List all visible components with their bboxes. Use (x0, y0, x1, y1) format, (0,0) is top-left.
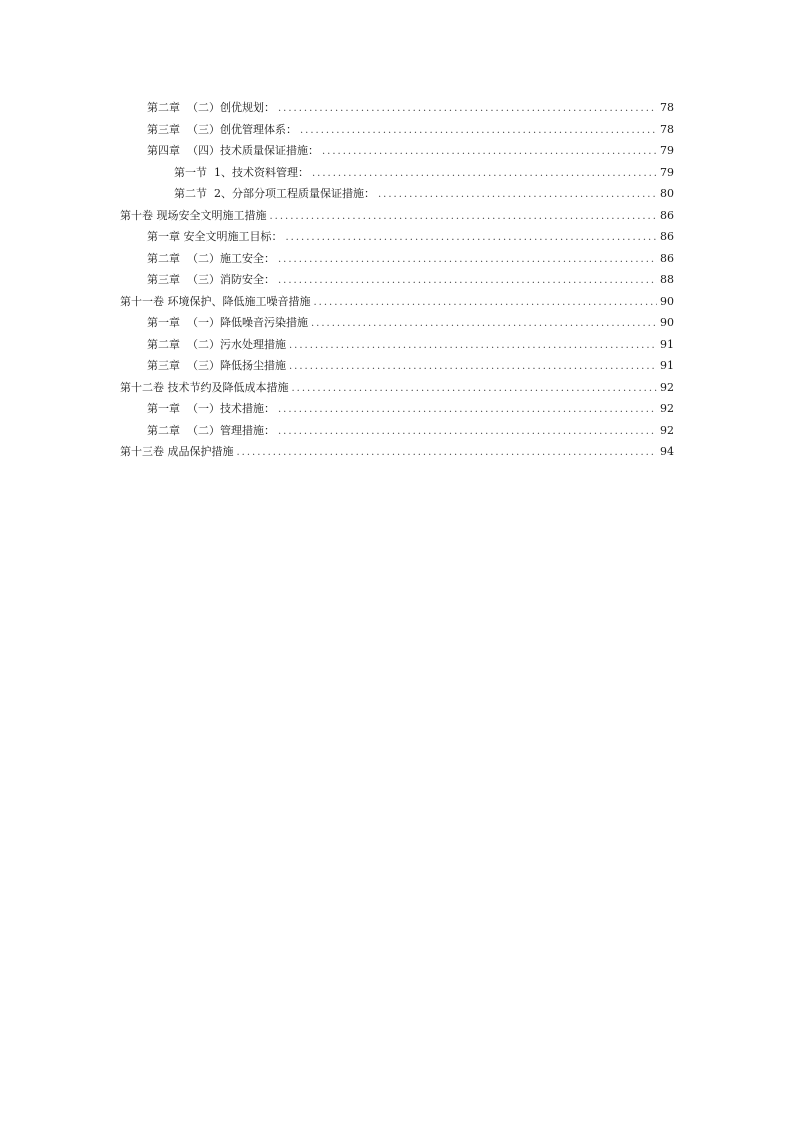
toc-dot-leader (237, 442, 658, 464)
toc-page-number: 90 (660, 294, 674, 308)
toc-dot-leader (292, 378, 658, 400)
toc-entry[interactable] (120, 420, 674, 442)
toc-entry[interactable] (120, 377, 674, 399)
toc-entry[interactable] (120, 162, 674, 184)
toc-entry[interactable] (120, 205, 674, 227)
toc-page-number: 86 (660, 251, 674, 265)
toc-page-number: 94 (660, 445, 674, 458)
toc-page-number: 86 (660, 208, 674, 222)
toc-entry[interactable] (120, 312, 674, 334)
toc-entry-label: 第三章 （三）创优管理体系： (147, 122, 297, 136)
toc-page-number: 91 (660, 359, 674, 372)
toc-dot-leader (278, 270, 657, 292)
toc-entry-label: 第二章 （二）污水处理措施 (147, 337, 286, 351)
toc-page-number: 79 (660, 165, 674, 179)
toc-entry[interactable] (120, 269, 674, 291)
toc-entry[interactable] (120, 334, 674, 356)
toc-entry[interactable] (120, 248, 674, 270)
toc-dot-leader (378, 184, 657, 206)
toc-entry[interactable] (120, 97, 674, 119)
toc-entry[interactable] (120, 226, 674, 248)
toc-entry-label: 第二章 （二）管理措施： (147, 423, 275, 437)
toc-entry-label: 第三章 （三）消防安全： (147, 273, 275, 286)
toc-entry-label: 第二节 2、分部分项工程质量保证措施： (174, 187, 375, 200)
toc-dot-leader (314, 292, 658, 314)
toc-page-number: 88 (660, 273, 674, 286)
toc-page-number: 80 (660, 187, 674, 200)
toc-entry-label: 第二章 （二）施工安全： (147, 251, 275, 265)
toc-dot-leader (300, 120, 657, 142)
toc-page-number: 86 (660, 230, 674, 243)
toc-entry-label: 第四章 （四）技术质量保证措施： (147, 144, 319, 157)
toc-dot-leader (312, 163, 657, 185)
table-of-contents (120, 97, 674, 463)
toc-page-number: 78 (660, 122, 674, 136)
toc-entry-label: 第一章 （一）技术措施： (147, 402, 275, 415)
toc-entry[interactable] (120, 183, 674, 205)
toc-entry[interactable] (120, 140, 674, 162)
toc-dot-leader (289, 335, 657, 357)
toc-entry-label: 第二章 （二）创优规划： (147, 101, 275, 114)
toc-entry[interactable] (120, 119, 674, 141)
toc-page-number: 92 (660, 380, 674, 394)
toc-dot-leader (289, 356, 657, 378)
toc-dot-leader (278, 421, 657, 443)
toc-entry-label: 第十二卷 技术节约及降低成本措施 (120, 380, 289, 394)
toc-page-number: 79 (660, 144, 674, 157)
toc-entry[interactable] (120, 441, 674, 463)
toc-dot-leader (270, 206, 658, 228)
toc-entry-label: 第十三卷 成品保护措施 (120, 445, 234, 458)
toc-entry-label: 第三章 （三）降低扬尘措施 (147, 359, 286, 372)
toc-entry-label: 第一章 安全文明施工目标： (147, 230, 283, 243)
toc-dot-leader (322, 141, 657, 163)
toc-entry[interactable] (120, 398, 674, 420)
toc-page-number: 78 (660, 101, 674, 114)
toc-entry-label: 第十卷 现场安全文明施工措施 (120, 208, 267, 222)
toc-dot-leader (311, 313, 657, 335)
toc-dot-leader (278, 249, 657, 271)
toc-dot-leader (278, 98, 657, 120)
toc-dot-leader (286, 227, 658, 249)
toc-page-number: 92 (660, 423, 674, 437)
toc-entry-label: 第十一卷 环境保护、降低施工噪音措施 (120, 294, 311, 308)
toc-entry-label: 第一节 1、技术资料管理： (174, 165, 309, 179)
toc-entry-label: 第一章 （一）降低噪音污染措施 (147, 316, 308, 329)
toc-page-number: 91 (660, 337, 674, 351)
toc-entry[interactable] (120, 291, 674, 313)
toc-page-number: 92 (660, 402, 674, 415)
toc-entry[interactable] (120, 355, 674, 377)
toc-dot-leader (278, 399, 657, 421)
toc-page-number: 90 (660, 316, 674, 329)
